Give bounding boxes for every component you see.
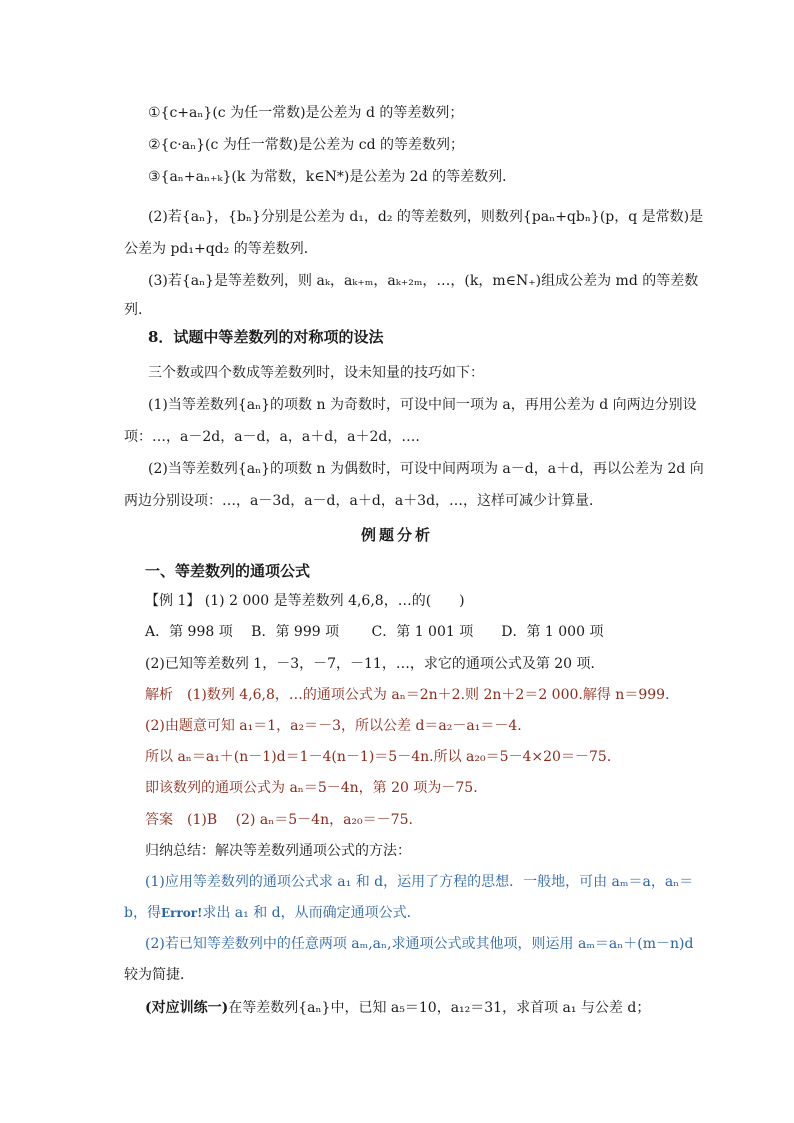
example-1-question-2: (2)已知等差数列 1，－3，－7，－11，…，求它的通项公式及第 20 项． — [145, 656, 605, 672]
example-analysis-title: 例题分析 — [360, 526, 433, 544]
property-2-line-1: (2)若{aₙ}，{bₙ}分别是公差为 d₁，d₂ 的等差数列，则数列{paₙ+qbₙ}(p，q 是常数)是 — [148, 209, 704, 225]
summary-method-1-line-1: (1)应用等差数列的通项公式求 a₁ 和 d，运用了方程的思想．一般地，可由 aₘ＝a，aₙ＝ — [145, 874, 694, 890]
solution-line-4: 即该数列的通项公式为 aₙ＝5－4n，第 20 项为－75. — [145, 780, 478, 796]
solution-line-1: 解析 (1)数列 4,6,8，…的通项公式为 aₙ＝2n＋2.则 2n＋2＝2 000.解得 n＝999. — [145, 687, 670, 703]
example-1-options: A．第 998 项 B．第 999 项 C．第 1 001 项 D．第 1 000 项 — [145, 624, 604, 640]
practice-text: 在等差数列{aₙ}中，已知 a₅＝10，a₁₂＝31，求首项 a₁ 与公差 d； — [228, 1000, 651, 1016]
solution-line-2: (2)由题意可知 a₁＝1，a₂＝－3，所以公差 d＝a₂－a₁＝－4. — [145, 718, 522, 734]
section-one-heading: 一、等差数列的通项公式 — [145, 562, 311, 580]
summary-method-1-line-2 — [124, 904, 421, 922]
property-3-line-2: 列. — [124, 302, 143, 318]
even-case-line-1: (2)当等差数列{aₙ}的项数 n 为偶数时，可设中间两项为 a－d，a＋d，再以公差为 2d 向 — [148, 461, 704, 477]
even-case-line-2: 两边分别设项：…，a－3d，a－d，a＋d，a＋3d，…，这样可减少计算量． — [124, 493, 604, 509]
property-line-3: ③{aₙ+aₙ₊ₖ}(k 为常数，k∈N*)是公差为 2d 的等差数列． — [148, 169, 517, 185]
summary-text-b: b，得 — [124, 905, 161, 921]
error-marker: Error! — [160, 906, 203, 920]
odd-case-line-2: 项：…，a－2d，a－d，a，a＋d，a＋2d，…. — [124, 429, 420, 445]
summary-heading: 归纳总结：解决等差数列通项公式的方法： — [145, 843, 411, 859]
summary-method-2-line-2: 较为简捷． — [124, 967, 194, 983]
property-line-1: ①{c+aₙ}(c 为任一常数)是公差为 d 的等差数列； — [148, 105, 464, 121]
practice-one — [145, 999, 650, 1017]
summary-method-2-line-1: (2)若已知等差数列中的任意两项 aₘ,aₙ,求通项公式或其他项，则运用 aₘ＝aₙ＋(m－n)d — [145, 936, 694, 952]
practice-label: (对应训练一) — [145, 1000, 229, 1016]
symmetric-intro: 三个数或四个数成等差数列时，设未知量的技巧如下： — [148, 365, 484, 381]
answer-line: 答案 (1)B (2) aₙ＝5－4n，a₂₀＝－75. — [145, 812, 413, 828]
summary-text-rest: 求出 a₁ 和 d，从而确定通项公式． — [202, 905, 421, 921]
property-3-line-1: (3)若{aₙ}是等差数列，则 aₖ，aₖ₊ₘ，aₖ₊₂ₘ，…，(k，m∈N₊)组成公差为 md 的等差数 — [148, 273, 699, 289]
property-2-line-2: 公差为 pd₁+qd₂ 的等差数列． — [124, 241, 318, 257]
property-line-2: ②{c·aₙ}(c 为任一常数)是公差为 cd 的等差数列； — [148, 137, 464, 153]
solution-line-3: 所以 aₙ＝a₁＋(n－1)d＝1－4(n－1)＝5－4n.所以 a₂₀＝5－4×20＝－75. — [145, 749, 612, 765]
example-1-question-1: 【例 1】 (1) 2 000 是等差数列 4,6,8，…的( ) — [145, 593, 465, 609]
section-8-heading: 8．试题中等差数列的对称项的设法 — [148, 328, 384, 346]
odd-case-line-1: (1)当等差数列{aₙ}的项数 n 为奇数时，可设中间一项为 a，再用公差为 d 向两边分别设 — [148, 397, 697, 413]
